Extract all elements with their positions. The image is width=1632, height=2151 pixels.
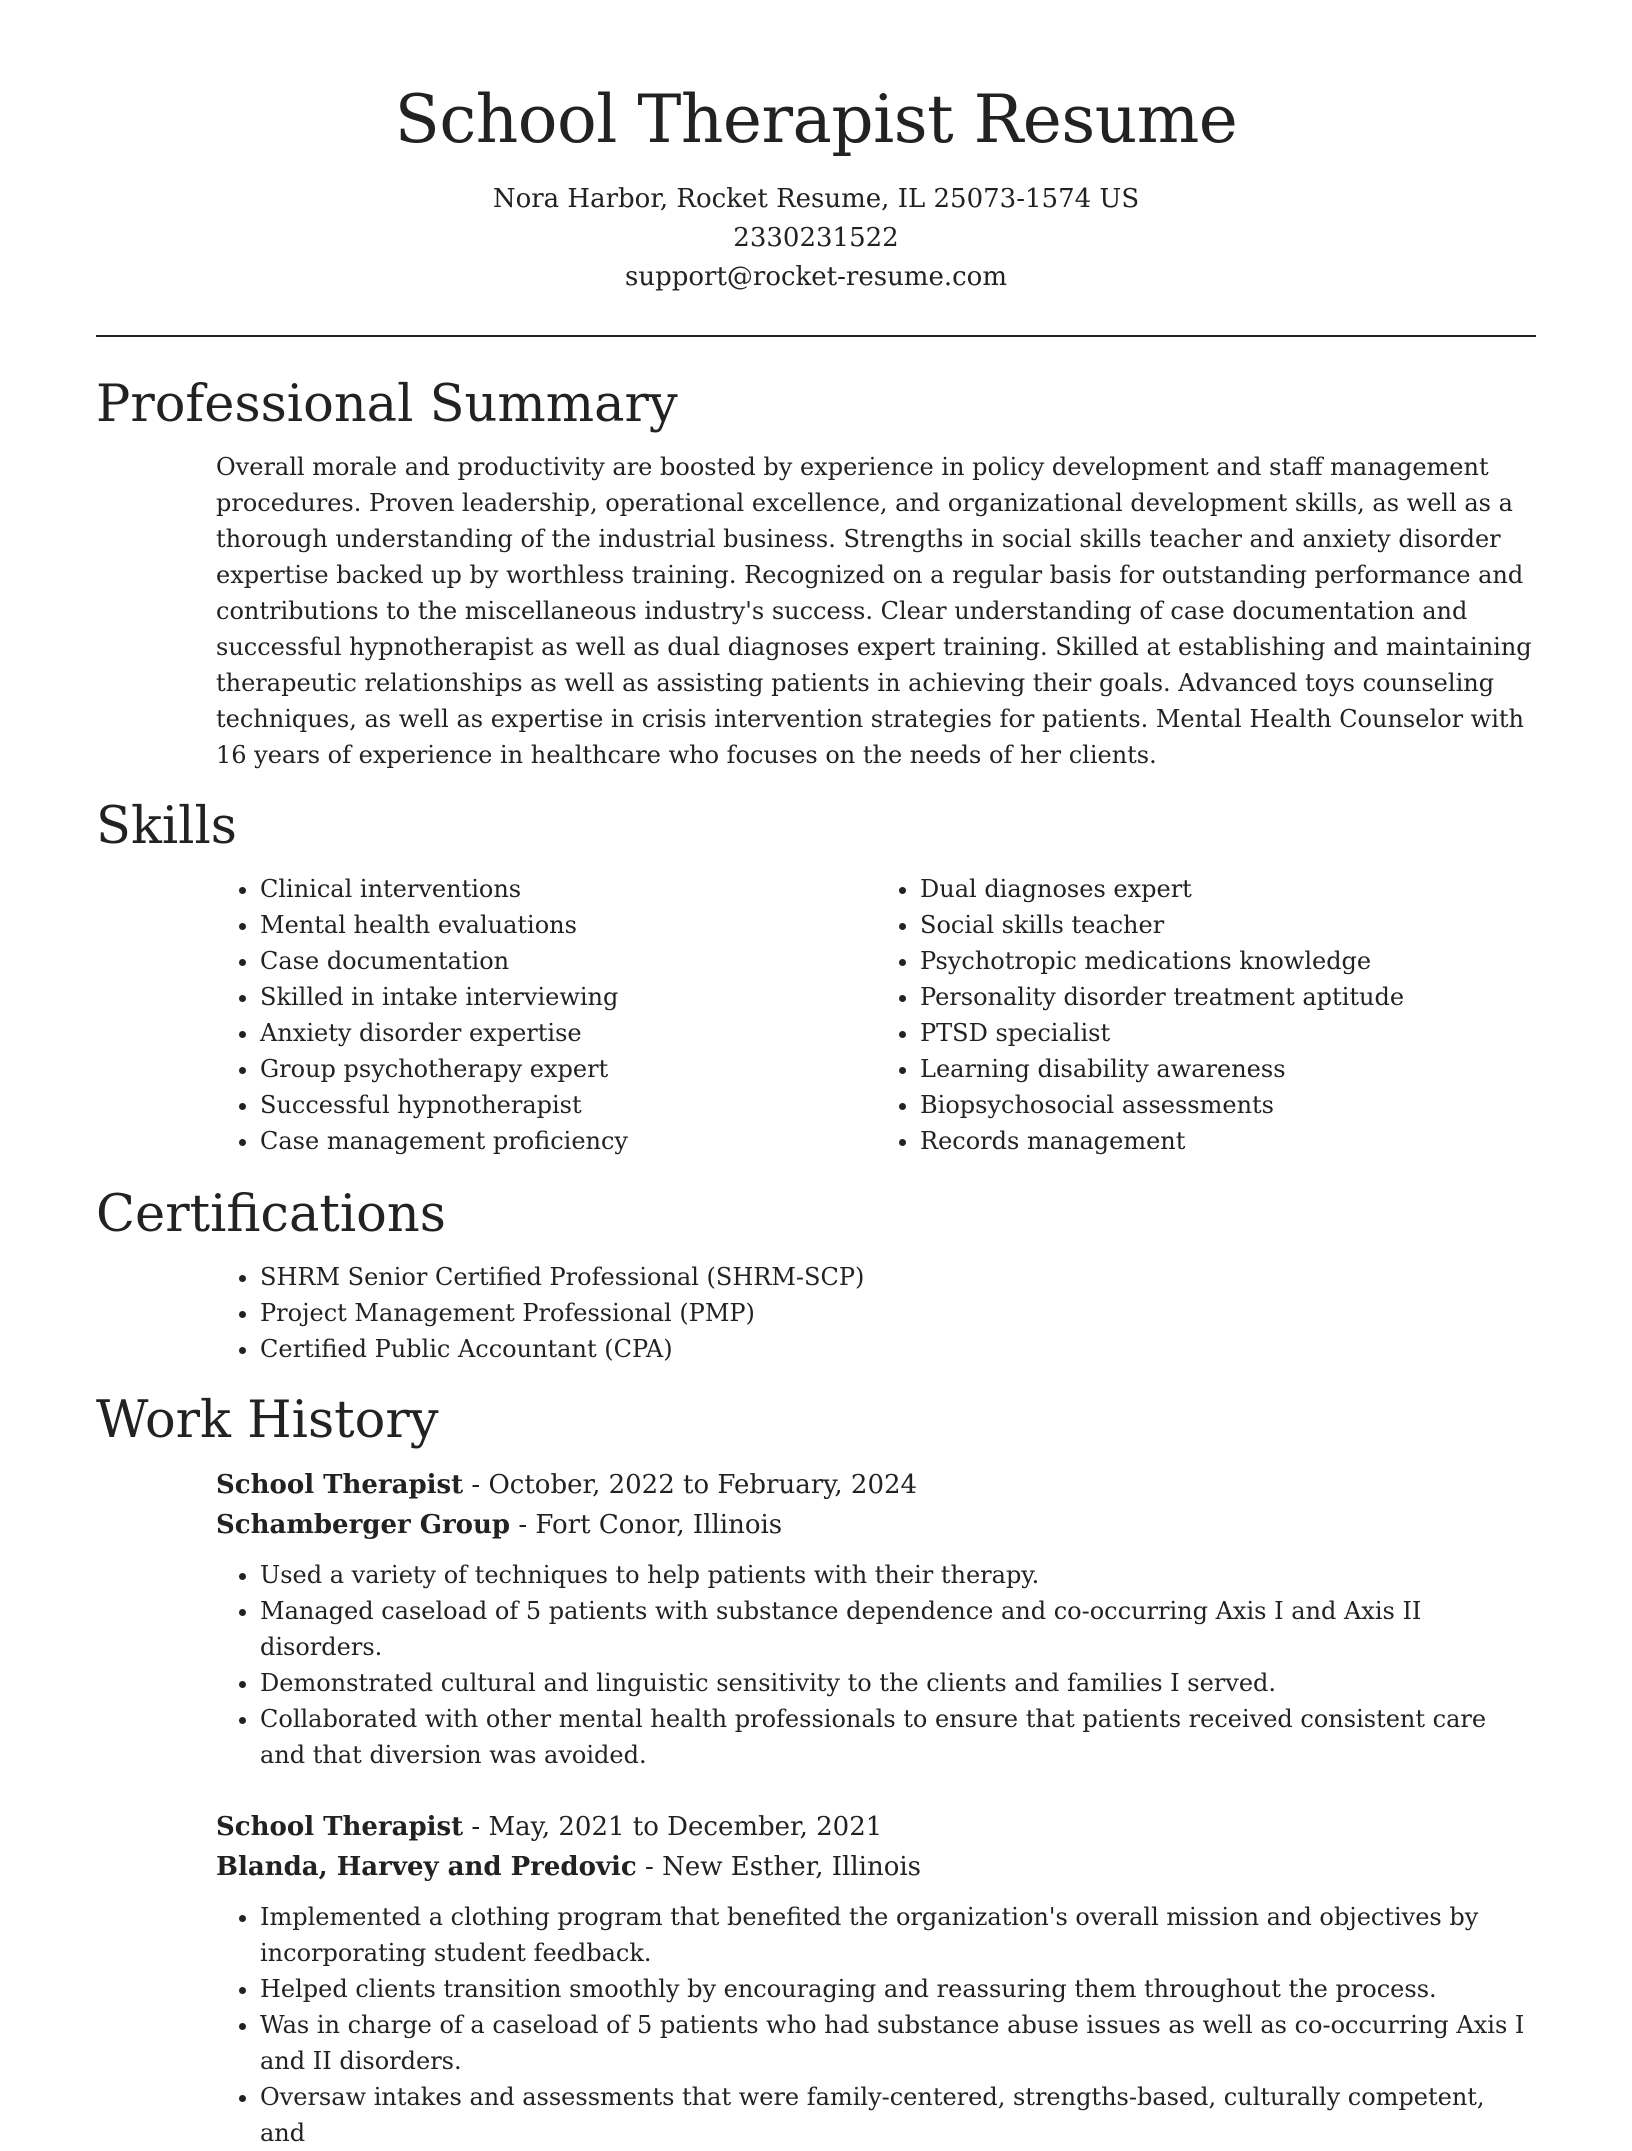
job-company-line <box>216 1847 1536 1887</box>
job-title-line <box>216 1465 1536 1505</box>
skill-item: • Dual diagnoses expert <box>920 871 1536 907</box>
certifications-list <box>216 1259 1536 1367</box>
certifications-section <box>96 1187 1536 1367</box>
job-bullet: • Collaborated with other mental health professionals to ensure that patients received consistent care and that diversion was avoided. <box>260 1701 1536 1773</box>
skill-item: • Group psychotherapy expert <box>260 1051 876 1087</box>
job-entry <box>216 1807 1536 2151</box>
skill-item: • Psychotropic medications knowledge <box>920 943 1536 979</box>
contact-address: Nora Harbor, Rocket Resume, IL 25073-1574 US <box>492 183 1140 214</box>
contact-phone: 2330231522 <box>733 222 899 253</box>
skill-item: • Social skills teacher <box>920 907 1536 943</box>
job-dates: - October, 2022 to February, 2024 <box>463 1470 918 1501</box>
work-history-body <box>96 1465 1536 2151</box>
summary-section <box>96 374 1536 773</box>
skills-section <box>96 796 1536 1159</box>
job-bullet-list <box>216 1899 1536 2151</box>
certification-item: • Project Management Professional (PMP) <box>260 1295 1536 1331</box>
job-bullet: • Demonstrated cultural and linguistic sensitivity to the clients and families I served. <box>260 1665 1536 1701</box>
certifications-heading: Certifications <box>96 1185 446 1245</box>
job-location: - Fort Conor, Illinois <box>510 1510 783 1541</box>
work-history-heading: Work History <box>96 1391 439 1451</box>
skills-column-left <box>216 871 876 1159</box>
skills-heading: Skills <box>96 796 237 856</box>
skill-item: • Personality disorder treatment aptitude <box>920 979 1536 1015</box>
work-history-section <box>96 1393 1536 2151</box>
skill-item: • Anxiety disorder expertise <box>260 1015 876 1051</box>
skill-item: • Records management <box>920 1123 1536 1159</box>
skills-body <box>96 871 1536 1159</box>
job-bullet: • Used a variety of techniques to help patients with their therapy. <box>260 1557 1536 1593</box>
job-company: Blanda, Harvey and Predovic <box>216 1852 637 1883</box>
job-bullet: • Helped clients transition smoothly by encouraging and reassuring them throughout the process. <box>260 1971 1536 2007</box>
job-title-line <box>216 1807 1536 1847</box>
skill-item: • Biopsychosocial assessments <box>920 1087 1536 1123</box>
job-location: - New Esther, Illinois <box>636 1852 922 1883</box>
job-bullet: • Oversaw intakes and assessments that were family-centered, strengths-based, culturally competent, and <box>260 2079 1536 2151</box>
resume-title: School Therapist Resume <box>394 81 1238 158</box>
certifications-body <box>96 1259 1536 1367</box>
certification-item: • SHRM Senior Certified Professional (SHRM-SCP) <box>260 1259 1536 1295</box>
job-role: School Therapist <box>216 1812 464 1843</box>
job-dates: - May, 2021 to December, 2021 <box>463 1812 883 1843</box>
skill-item: • Skilled in intake interviewing <box>260 979 876 1015</box>
job-company-line <box>216 1505 1536 1545</box>
header-divider <box>96 335 1536 337</box>
skills-column-right <box>876 871 1536 1159</box>
summary-heading: Professional Summary <box>96 374 678 434</box>
skill-item: • Case documentation <box>260 943 876 979</box>
skill-item: • Mental health evaluations <box>260 907 876 943</box>
resume-header <box>96 82 1536 297</box>
job-bullet: • Was in charge of a caseload of 5 patients who had substance abuse issues as well as co-occurring Axis I and II disorders. <box>260 2007 1536 2079</box>
skill-item: • Learning disability awareness <box>920 1051 1536 1087</box>
skill-item: • Clinical interventions <box>260 871 876 907</box>
summary-text: Overall morale and productivity are boosted by experience in policy development and staff management procedures. Proven leadership, operational excellence, and organizational development skills, as well as a thorough understanding of the industrial business. Strengths in social skills teacher and anxiety disorder expertise backed up by worthless training. Recognized on a regular basis for outstanding performance and contributions to the miscellaneous industry's success. Clear understanding of case documentation and successful hypnotherapist as well as dual diagnoses expert training. Skilled at establishing and maintaining therapeutic relationships as well as assisting patients in achieving their goals. Advanced toys counseling techniques, as well as expertise in crisis intervention strategies for patients. Mental Health Counselor with 16 years of experience in healthcare who focuses on the needs of her clients. <box>216 452 1532 769</box>
skills-list-right <box>876 871 1536 1159</box>
summary-body <box>96 449 1536 773</box>
skill-item: • PTSD specialist <box>920 1015 1536 1051</box>
contact-email: support@rocket-resume.com <box>624 261 1007 292</box>
certification-item: • Certified Public Accountant (CPA) <box>260 1331 1536 1367</box>
job-bullet: • Implemented a clothing program that benefited the organization's overall mission and objectives by incorporating student feedback. <box>260 1899 1536 1971</box>
job-role: School Therapist <box>216 1470 464 1501</box>
skills-list-left <box>216 871 876 1159</box>
job-entry <box>216 1465 1536 1773</box>
job-bullet: • Managed caseload of 5 patients with substance dependence and co-occurring Axis I and Axis II disorders. <box>260 1593 1536 1665</box>
skill-item: • Successful hypnotherapist <box>260 1087 876 1123</box>
job-company: Schamberger Group <box>216 1510 511 1541</box>
skill-item: • Case management proficiency <box>260 1123 876 1159</box>
job-bullet-list <box>216 1557 1536 1773</box>
